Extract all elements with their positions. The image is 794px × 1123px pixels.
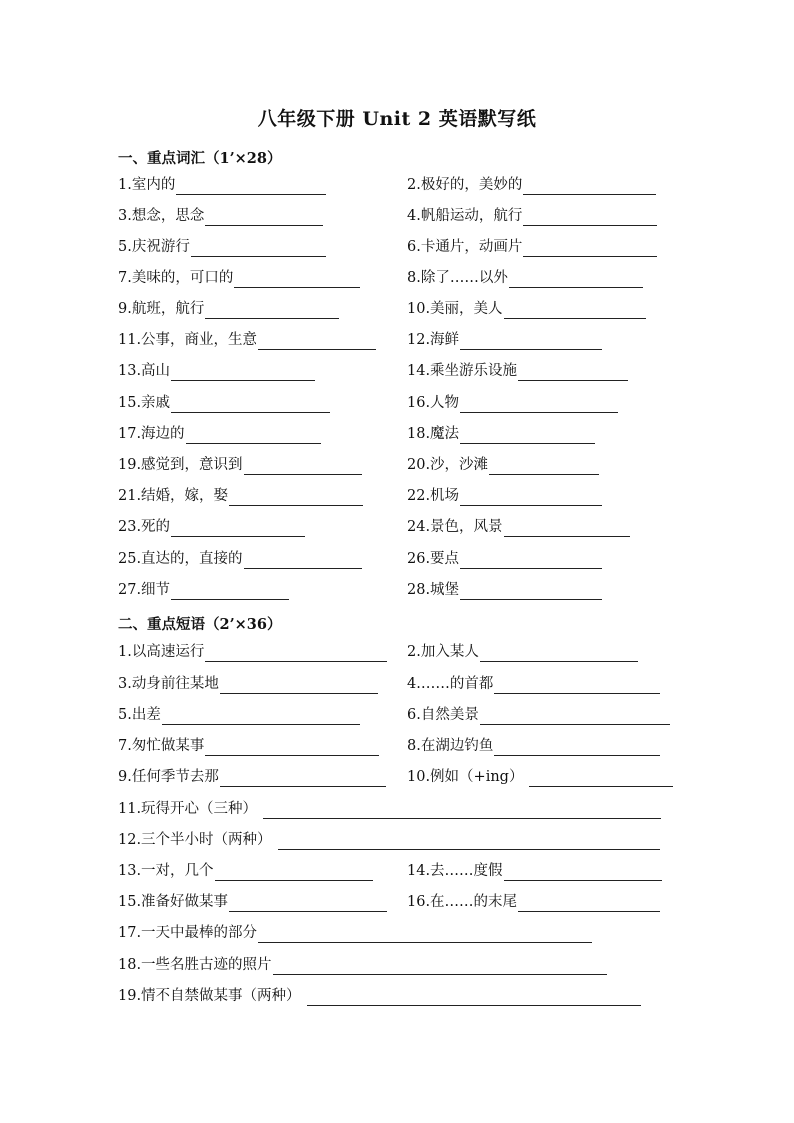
section-vocabulary-heading: 一、重点词汇（1’×28） xyxy=(118,150,282,167)
vocab-item: 26.要点 xyxy=(407,549,602,569)
answer-blank[interactable] xyxy=(494,678,660,694)
vocab-item: 13.高山 xyxy=(118,361,315,381)
answer-blank[interactable] xyxy=(529,771,673,787)
phrase-item: 8.在湖边钓鱼 xyxy=(407,736,660,756)
vocab-item: 21.结婚，嫁，娶 xyxy=(118,486,363,506)
answer-blank[interactable] xyxy=(205,646,387,662)
answer-blank[interactable] xyxy=(171,584,289,600)
phrase-item: 6.自然美景 xyxy=(407,705,670,725)
answer-blank[interactable] xyxy=(205,210,323,226)
phrase-item: 12.三个半小时（两种） xyxy=(118,830,660,850)
answer-blank[interactable] xyxy=(244,459,362,475)
answer-blank[interactable] xyxy=(258,334,376,350)
vocab-item: 11.公事，商业，生意 xyxy=(118,330,376,350)
answer-blank[interactable] xyxy=(258,927,592,943)
answer-blank[interactable] xyxy=(263,803,661,819)
vocab-item: 4.帆船运动，航行 xyxy=(407,206,657,226)
vocab-item: 2.极好的，美妙的 xyxy=(407,175,656,195)
phrase-item: 5.出差 xyxy=(118,705,360,725)
answer-blank[interactable] xyxy=(171,397,330,413)
answer-blank[interactable] xyxy=(220,771,386,787)
vocab-item: 22.机场 xyxy=(407,486,602,506)
vocab-item: 17.海边的 xyxy=(118,424,321,444)
answer-blank[interactable] xyxy=(504,521,630,537)
answer-blank[interactable] xyxy=(220,678,378,694)
answer-blank[interactable] xyxy=(205,303,339,319)
phrase-item: 9.任何季节去那 xyxy=(118,767,386,787)
answer-blank[interactable] xyxy=(518,365,628,381)
answer-blank[interactable] xyxy=(504,865,662,881)
phrase-item: 19.情不自禁做某事（两种） xyxy=(118,986,641,1006)
answer-blank[interactable] xyxy=(205,740,379,756)
answer-blank[interactable] xyxy=(523,241,657,257)
answer-blank[interactable] xyxy=(489,459,599,475)
answer-blank[interactable] xyxy=(234,272,360,288)
phrase-item: 7.匆忙做某事 xyxy=(118,736,379,756)
answer-blank[interactable] xyxy=(480,646,638,662)
vocab-item: 5.庆祝游行 xyxy=(118,237,326,257)
vocab-item: 6.卡通片，动画片 xyxy=(407,237,657,257)
answer-blank[interactable] xyxy=(460,334,602,350)
vocab-item: 10.美丽，美人 xyxy=(407,299,646,319)
vocab-item: 18.魔法 xyxy=(407,424,595,444)
phrase-item: 3.动身前往某地 xyxy=(118,674,378,694)
answer-blank[interactable] xyxy=(460,584,602,600)
vocab-item: 19.感觉到，意识到 xyxy=(118,455,362,475)
vocab-item: 27.细节 xyxy=(118,580,289,600)
answer-blank[interactable] xyxy=(229,490,363,506)
answer-blank[interactable] xyxy=(176,179,326,195)
vocab-item: 16.人物 xyxy=(407,393,618,413)
phrase-item: 4.……的首都 xyxy=(407,674,660,694)
phrase-item: 14.去……度假 xyxy=(407,861,662,881)
phrase-item: 16.在……的末尾 xyxy=(407,892,660,912)
vocab-item: 28.城堡 xyxy=(407,580,602,600)
vocab-item: 1.室内的 xyxy=(118,175,326,195)
answer-blank[interactable] xyxy=(523,179,656,195)
phrase-item: 17.一天中最棒的部分 xyxy=(118,923,592,943)
phrase-item: 15.准备好做某事 xyxy=(118,892,387,912)
page-title: 八年级下册 Unit 2 英语默写纸 xyxy=(257,108,537,130)
answer-blank[interactable] xyxy=(229,896,387,912)
answer-blank[interactable] xyxy=(460,490,602,506)
vocab-item: 15.亲戚 xyxy=(118,393,330,413)
phrase-item: 10.例如（+ing） xyxy=(407,767,673,787)
phrase-item: 11.玩得开心（三种） xyxy=(118,799,661,819)
section-phrases-heading: 二、重点短语（2’×36） xyxy=(118,616,282,633)
answer-blank[interactable] xyxy=(307,990,641,1006)
answer-blank[interactable] xyxy=(460,397,618,413)
phrase-item: 1.以高速运行 xyxy=(118,642,387,662)
answer-blank[interactable] xyxy=(244,553,362,569)
answer-blank[interactable] xyxy=(523,210,657,226)
vocab-item: 12.海鲜 xyxy=(407,330,602,350)
phrase-item: 2.加入某人 xyxy=(407,642,638,662)
answer-blank[interactable] xyxy=(460,428,595,444)
vocab-item: 20.沙，沙滩 xyxy=(407,455,599,475)
vocab-item: 8.除了……以外 xyxy=(407,268,643,288)
vocab-item: 9.航班，航行 xyxy=(118,299,339,319)
vocab-item: 24.景色，风景 xyxy=(407,517,630,537)
answer-blank[interactable] xyxy=(191,241,326,257)
vocab-item: 25.直达的，直接的 xyxy=(118,549,362,569)
vocab-item: 23.死的 xyxy=(118,517,305,537)
answer-blank[interactable] xyxy=(518,896,660,912)
vocab-item: 14.乘坐游乐设施 xyxy=(407,361,628,381)
answer-blank[interactable] xyxy=(480,709,670,725)
vocab-item: 3.想念，思念 xyxy=(118,206,323,226)
answer-blank[interactable] xyxy=(494,740,660,756)
answer-blank[interactable] xyxy=(460,553,602,569)
answer-blank[interactable] xyxy=(278,834,660,850)
phrase-item: 18.一些名胜古迹的照片 xyxy=(118,955,607,975)
answer-blank[interactable] xyxy=(509,272,643,288)
answer-blank[interactable] xyxy=(504,303,646,319)
answer-blank[interactable] xyxy=(171,521,305,537)
phrase-item: 13.一对，几个 xyxy=(118,861,373,881)
vocab-item: 7.美味的，可口的 xyxy=(118,268,360,288)
answer-blank[interactable] xyxy=(186,428,321,444)
answer-blank[interactable] xyxy=(273,959,607,975)
answer-blank[interactable] xyxy=(171,365,315,381)
answer-blank[interactable] xyxy=(215,865,373,881)
answer-blank[interactable] xyxy=(162,709,360,725)
